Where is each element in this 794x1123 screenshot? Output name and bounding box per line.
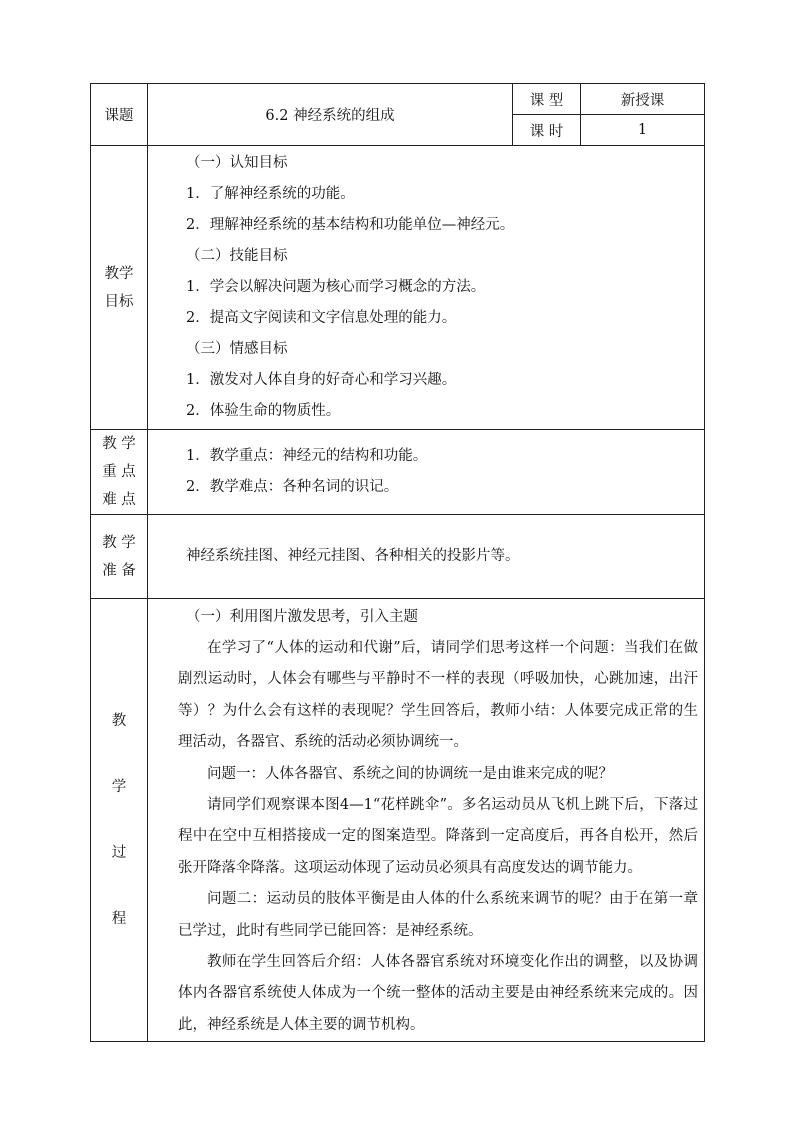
preparation-label-line: 准 备 [102, 562, 136, 579]
objective-item: 1．激发对人体自身的好奇心和学习兴趣。 [186, 372, 457, 388]
process-label [91, 599, 148, 1042]
process-paragraph: 在学习了“人体的运动和代谢”后，请同学们思考这样一个问题：当我们在做剧烈运动时，人体会有哪些与平静时不一样的表现（呼吸加快，心跳加速，出汗等）？为什么会有这样的表现呢？学生回答后，教师小结：人体要完成正常的生理活动，各器官、系统的活动必须协调统一。 [178, 640, 698, 751]
process-label-char: 过 [111, 845, 127, 862]
lesson-type-label: 课 型 [513, 84, 581, 115]
objectives-label-line: 教学 [104, 265, 134, 282]
objective-item: 1．学会以解决问题为核心而学习概念的方法。 [186, 279, 486, 295]
process-paragraph: 问题一：人体各器官、系统之间的协调统一是由谁来完成的呢？ [207, 765, 613, 782]
preparation-content [148, 515, 705, 599]
process-paragraph: 请同学们观察课本图4—1“花样跳伞”。多名运动员从飞机上跳下后，下落过程中在空中互相搭接成一定的图案造型。降落到一定高度后，再各自松开，然后张开降落伞降落。这项运动体现了运动员必须具有高度发达的调节能力。 [178, 797, 698, 876]
objectives-content [148, 146, 705, 430]
objective-heading: （二）技能目标 [186, 248, 288, 264]
objective-item: 2．提高文字阅读和文字信息处理的能力。 [186, 310, 457, 326]
topic-label: 课题 [91, 84, 148, 146]
process-body [148, 633, 704, 1041]
lesson-type-value: 新授课 [581, 84, 705, 115]
key-point-item: 1．教学重点：神经元的结构和功能。 [186, 448, 428, 464]
lesson-plan-table [90, 83, 705, 1042]
key-points-label-line: 重 点 [102, 464, 136, 480]
process-label-char: 教 [111, 713, 127, 730]
key-point-item: 2．教学难点：各种名词的识记。 [186, 479, 399, 495]
objective-item: 2．体验生命的物质性。 [186, 403, 341, 419]
process-heading: （一）利用图片激发思考，引入主题 [186, 609, 418, 625]
objective-heading: （一）认知目标 [186, 155, 288, 171]
process-paragraph: 问题二：运动员的肢体平衡是由人体的什么系统来调节的呢？由于在第一章已学过，此时有些同学已能回答：是神经系统。 [178, 891, 698, 939]
key-points-label-line: 教 学 [102, 436, 136, 452]
class-hours-label: 课 时 [513, 115, 581, 146]
objectives-label [91, 146, 148, 430]
process-label-char: 程 [111, 911, 127, 928]
key-points-label-line: 难 点 [102, 492, 136, 508]
topic-title: 6.2 神经系统的组成 [148, 84, 513, 146]
objective-heading: （三）情感目标 [186, 341, 288, 357]
process-label-char: 学 [111, 779, 127, 796]
process-paragraph: 教师在学生回答后介绍：人体各器官系统对环境变化作出的调整，以及协调体内各器官系统使人体成为一个统一整体的活动主要是由神经系统来完成的。因此，神经系统是人体主要的调节机构。 [178, 954, 698, 1033]
preparation-label [91, 515, 148, 599]
objective-item: 2．理解神经系统的基本结构和功能单位—神经元。 [186, 217, 515, 233]
process-content [148, 599, 705, 1042]
objectives-label-line: 目标 [104, 293, 134, 310]
key-points-content [148, 430, 705, 515]
preparation-label-line: 教 学 [102, 534, 136, 551]
objective-item: 1．了解神经系统的功能。 [186, 186, 355, 202]
preparation-text: 神经系统挂图、神经元挂图、各种相关的投影片等。 [186, 548, 520, 564]
class-hours-value: 1 [581, 115, 705, 146]
key-points-label [91, 430, 148, 515]
